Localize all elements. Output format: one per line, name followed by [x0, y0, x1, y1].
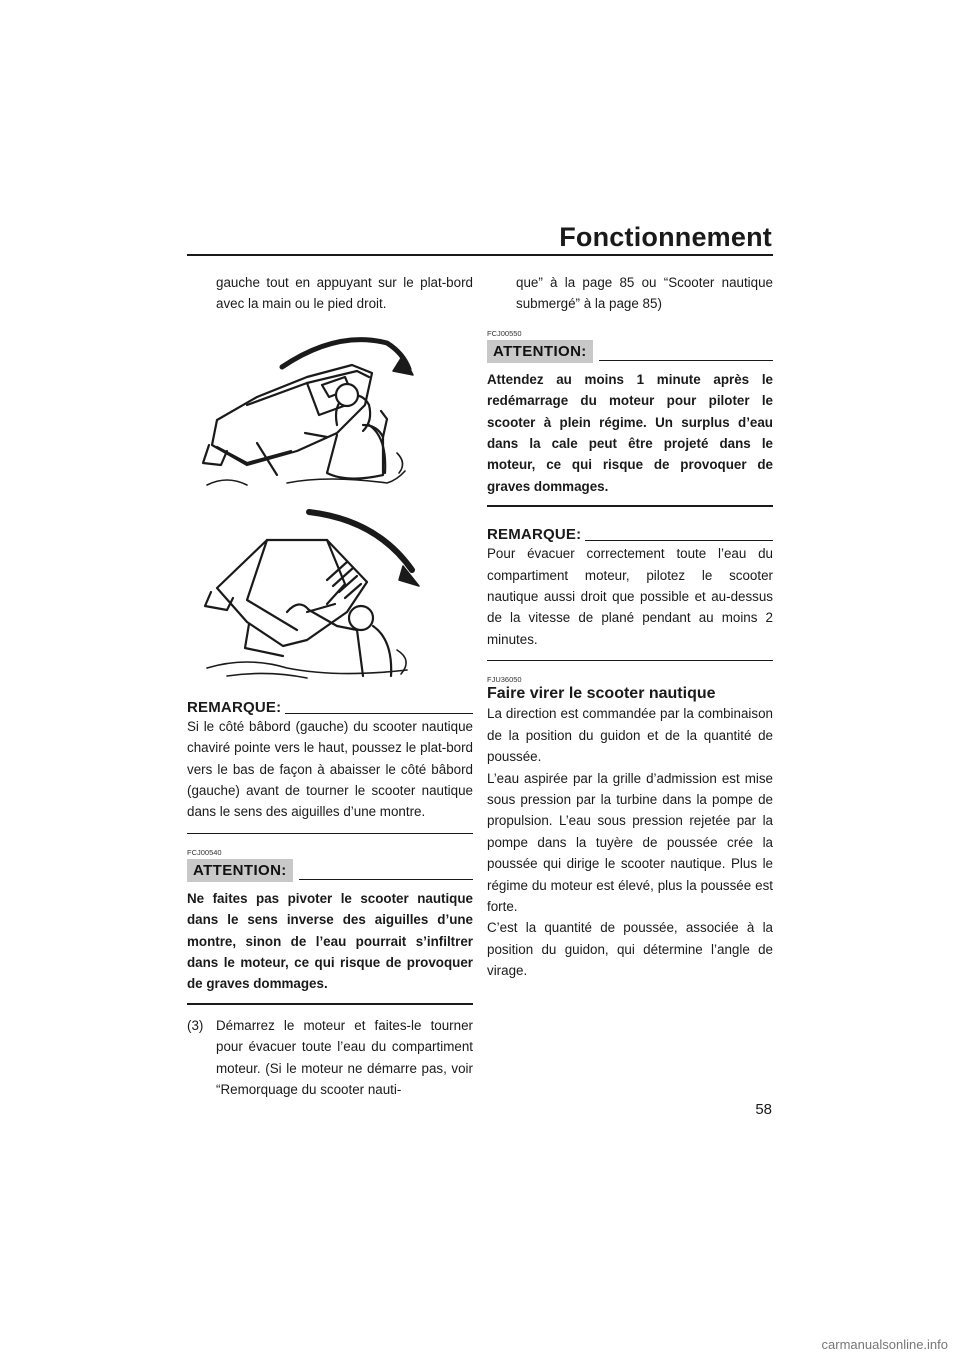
header-rule [187, 254, 773, 256]
capsized-scooter-illustration-2 [187, 500, 473, 680]
section-paragraph-1: La direction est commandée par la combinaison de la position du guidon et de la quantité de poussée. [487, 706, 773, 765]
left-column [187, 272, 473, 1101]
remarque-heading [187, 700, 473, 716]
capsized-scooter-illustration-1 [187, 325, 473, 490]
remarque-heading [487, 527, 773, 543]
right-column [487, 272, 773, 982]
section-title: Faire virer le scooter nautique [487, 685, 716, 703]
attention-label: ATTENTION: [487, 340, 593, 363]
attention-body: Ne faites pas pivoter le scooter nautique dans le sens inverse des aiguilles d’une montre, sinon de l’eau pourrait s’infiltrer dans le moteur, ce qui risque de provoquer de graves dommages. [187, 888, 473, 1005]
remarque-label: REMARQUE: [187, 698, 282, 716]
remarque-body: Pour évacuer correctement toute l’eau du compartiment moteur, pilotez le scooter nautique aussi droit que possible et au-dessus de la vitesse de plané pendant au moins 2 minutes. [487, 543, 773, 661]
section-code: FJU36050 [487, 675, 522, 685]
attention-body: Attendez au moins 1 minute après le redémarrage du moteur pour piloter le scooter à plein régime. Un surplus d’eau dans la cale peut être projeté dans le moteur, ce qui risque de provoquer de graves dommages. [487, 369, 773, 507]
intro-text: gauche tout en appuyant sur le plat-bord avec la main ou le pied droit. [216, 275, 473, 312]
section-paragraph-2: L’eau aspirée par la grille d’admission est mise sous pression par la turbine dans la pompe de propulsion. L’eau sous pression rejetée par la pompe dans la tuyère de poussée crée la poussée qui dirige le scooter nautique. Plus le régime du moteur est élevé, plus la poussée est forte. [487, 770, 773, 914]
attention-rule [299, 879, 473, 880]
section-paragraph-3: C’est la quantité de poussée, associée à la position du guidon, qui détermine l’angle de virage. [487, 920, 773, 979]
continuation-text: que” à la page 85 ou “Scooter nautique submergé” à la page 85) [516, 275, 773, 312]
page-number: 58 [755, 1101, 772, 1118]
step-text: Démarrez le moteur et faites-le tourner pour évacuer toute l’eau du compartiment moteur. (Si le moteur ne démarre pas, voir “Remorquage du scooter nauti- [216, 1017, 473, 1098]
attention-label: ATTENTION: [187, 859, 293, 882]
page-title: Fonctionnement [559, 222, 772, 252]
step-number: (3) [187, 1017, 204, 1033]
attention-heading [487, 340, 773, 363]
attention-rule [599, 360, 773, 361]
remarque-rule [585, 540, 773, 541]
watermark: carmanualsonline.info [821, 1337, 948, 1352]
attention-heading [187, 859, 473, 882]
remarque-body: Si le côté bâbord (gauche) du scooter nautique chaviré pointe vers le haut, poussez le plat-bord vers le bas de façon à abaisser le côté bâbord (gauche) avant de tourner le scooter nautique dans le sens des aiguilles d’une montre. [187, 716, 473, 834]
attention-code: FCJ00540 [187, 847, 222, 857]
attention-code: FCJ00550 [487, 328, 522, 338]
step-3 [187, 1015, 473, 1101]
remarque-label: REMARQUE: [487, 526, 582, 544]
remarque-rule [285, 713, 473, 714]
